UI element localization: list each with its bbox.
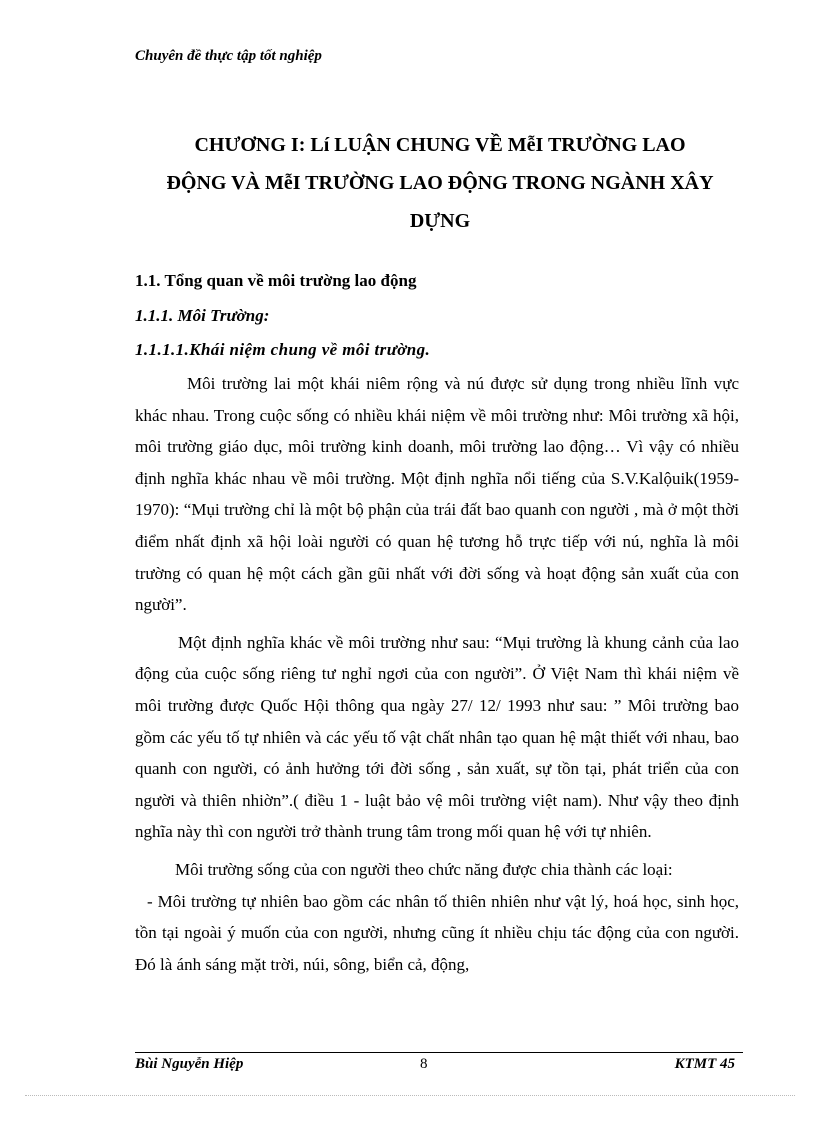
chapter-title-line-1: CHƯƠNG I: Lí LUẬN CHUNG VỀ MễI TRƯỜNG LAO	[194, 134, 686, 156]
footer-author: Bùi Nguyễn Hiệp	[135, 1056, 244, 1072]
page-bottom-border	[25, 1095, 795, 1096]
paragraph-4: - Môi trường tự nhiên bao gồm các nhân tố thiên nhiên như vật lý, hoá học, sinh học, tồn tại ngoài ý muốn của con người, nhưng cũng ít nhiều chịu tác động của con người. Đó là ánh sáng mặt trời, núi, sông, biển cả, động,	[135, 891, 739, 974]
footer-class-code: KTMT 45	[674, 1056, 735, 1072]
running-header: Chuyên đề thực tập tốt nghiệp	[135, 48, 322, 64]
paragraph-2: Một định nghĩa khác về môi trường như sau: “Mụi trường là khung cảnh của lao động của cuộc sống riêng tư nghỉ ngơi của con người”. Ở Việt Nam thì khái niệm về môi trường được Quốc Hội thông qua ngày 27/ 12/ 1993 như sau: ” Môi trường bao gồm các yếu tố tự nhiên và các yếu tố vật chất nhân tạo quan hệ mật thiết với nhau, bao quanh con người, có ảnh hưởng tới đời sống , sản xuất, sự tồn tại, phát triển của con người và thiên nhiờn”.( điều 1 - luật bảo vệ môi trường việt nam). Như vậy theo định nghĩa này thì con người trở thành trung tâm trong mối quan hệ với tự nhiên.	[135, 632, 739, 842]
page-number: 8	[420, 1056, 428, 1072]
paragraph-1: Môi trường lai một khái niêm rộng và nú được sử dụng trong nhiều lĩnh vực khác nhau. Trong cuộc sống có nhiều khái niệm về môi trường như: Môi trường xã hội, môi trường giáo dục, môi trường kinh doanh, môi trường lao động… Vì vậy có nhiều định nghĩa khác nhau về môi trường. Một định nghĩa nổi tiếng của S.V.Kalộuik(1959-1970): “Mụi trường chỉ là một bộ phận của trái đất bao quanh con người , mà ở một thời điểm nhất định xã hội loài người có quan hệ tương hỗ trực tiếp với nú, nghĩa là môi trường có quan hệ một cách gần gũi nhất với đời sống và hoạt động sản xuất của con người”.	[135, 374, 739, 615]
chapter-title	[135, 126, 745, 240]
chapter-title-line-3: DỰNG	[409, 210, 471, 232]
chapter-title-line-2: ĐỘNG VÀ MễI TRƯỜNG LAO ĐỘNG TRONG NGÀNH XÂY	[166, 172, 714, 194]
section-heading: 1.1. Tổng quan về môi trường lao động	[135, 271, 417, 290]
paragraph-3: Môi trường sống của con người theo chức năng được chia thành các loại:	[175, 859, 673, 879]
footer-divider	[135, 1052, 743, 1053]
body-text	[135, 368, 739, 980]
subsection-heading: 1.1.1. Môi Trường:	[135, 306, 270, 325]
subsubsection-heading: 1.1.1.1.Khái niệm chung về môi trường.	[135, 340, 431, 359]
